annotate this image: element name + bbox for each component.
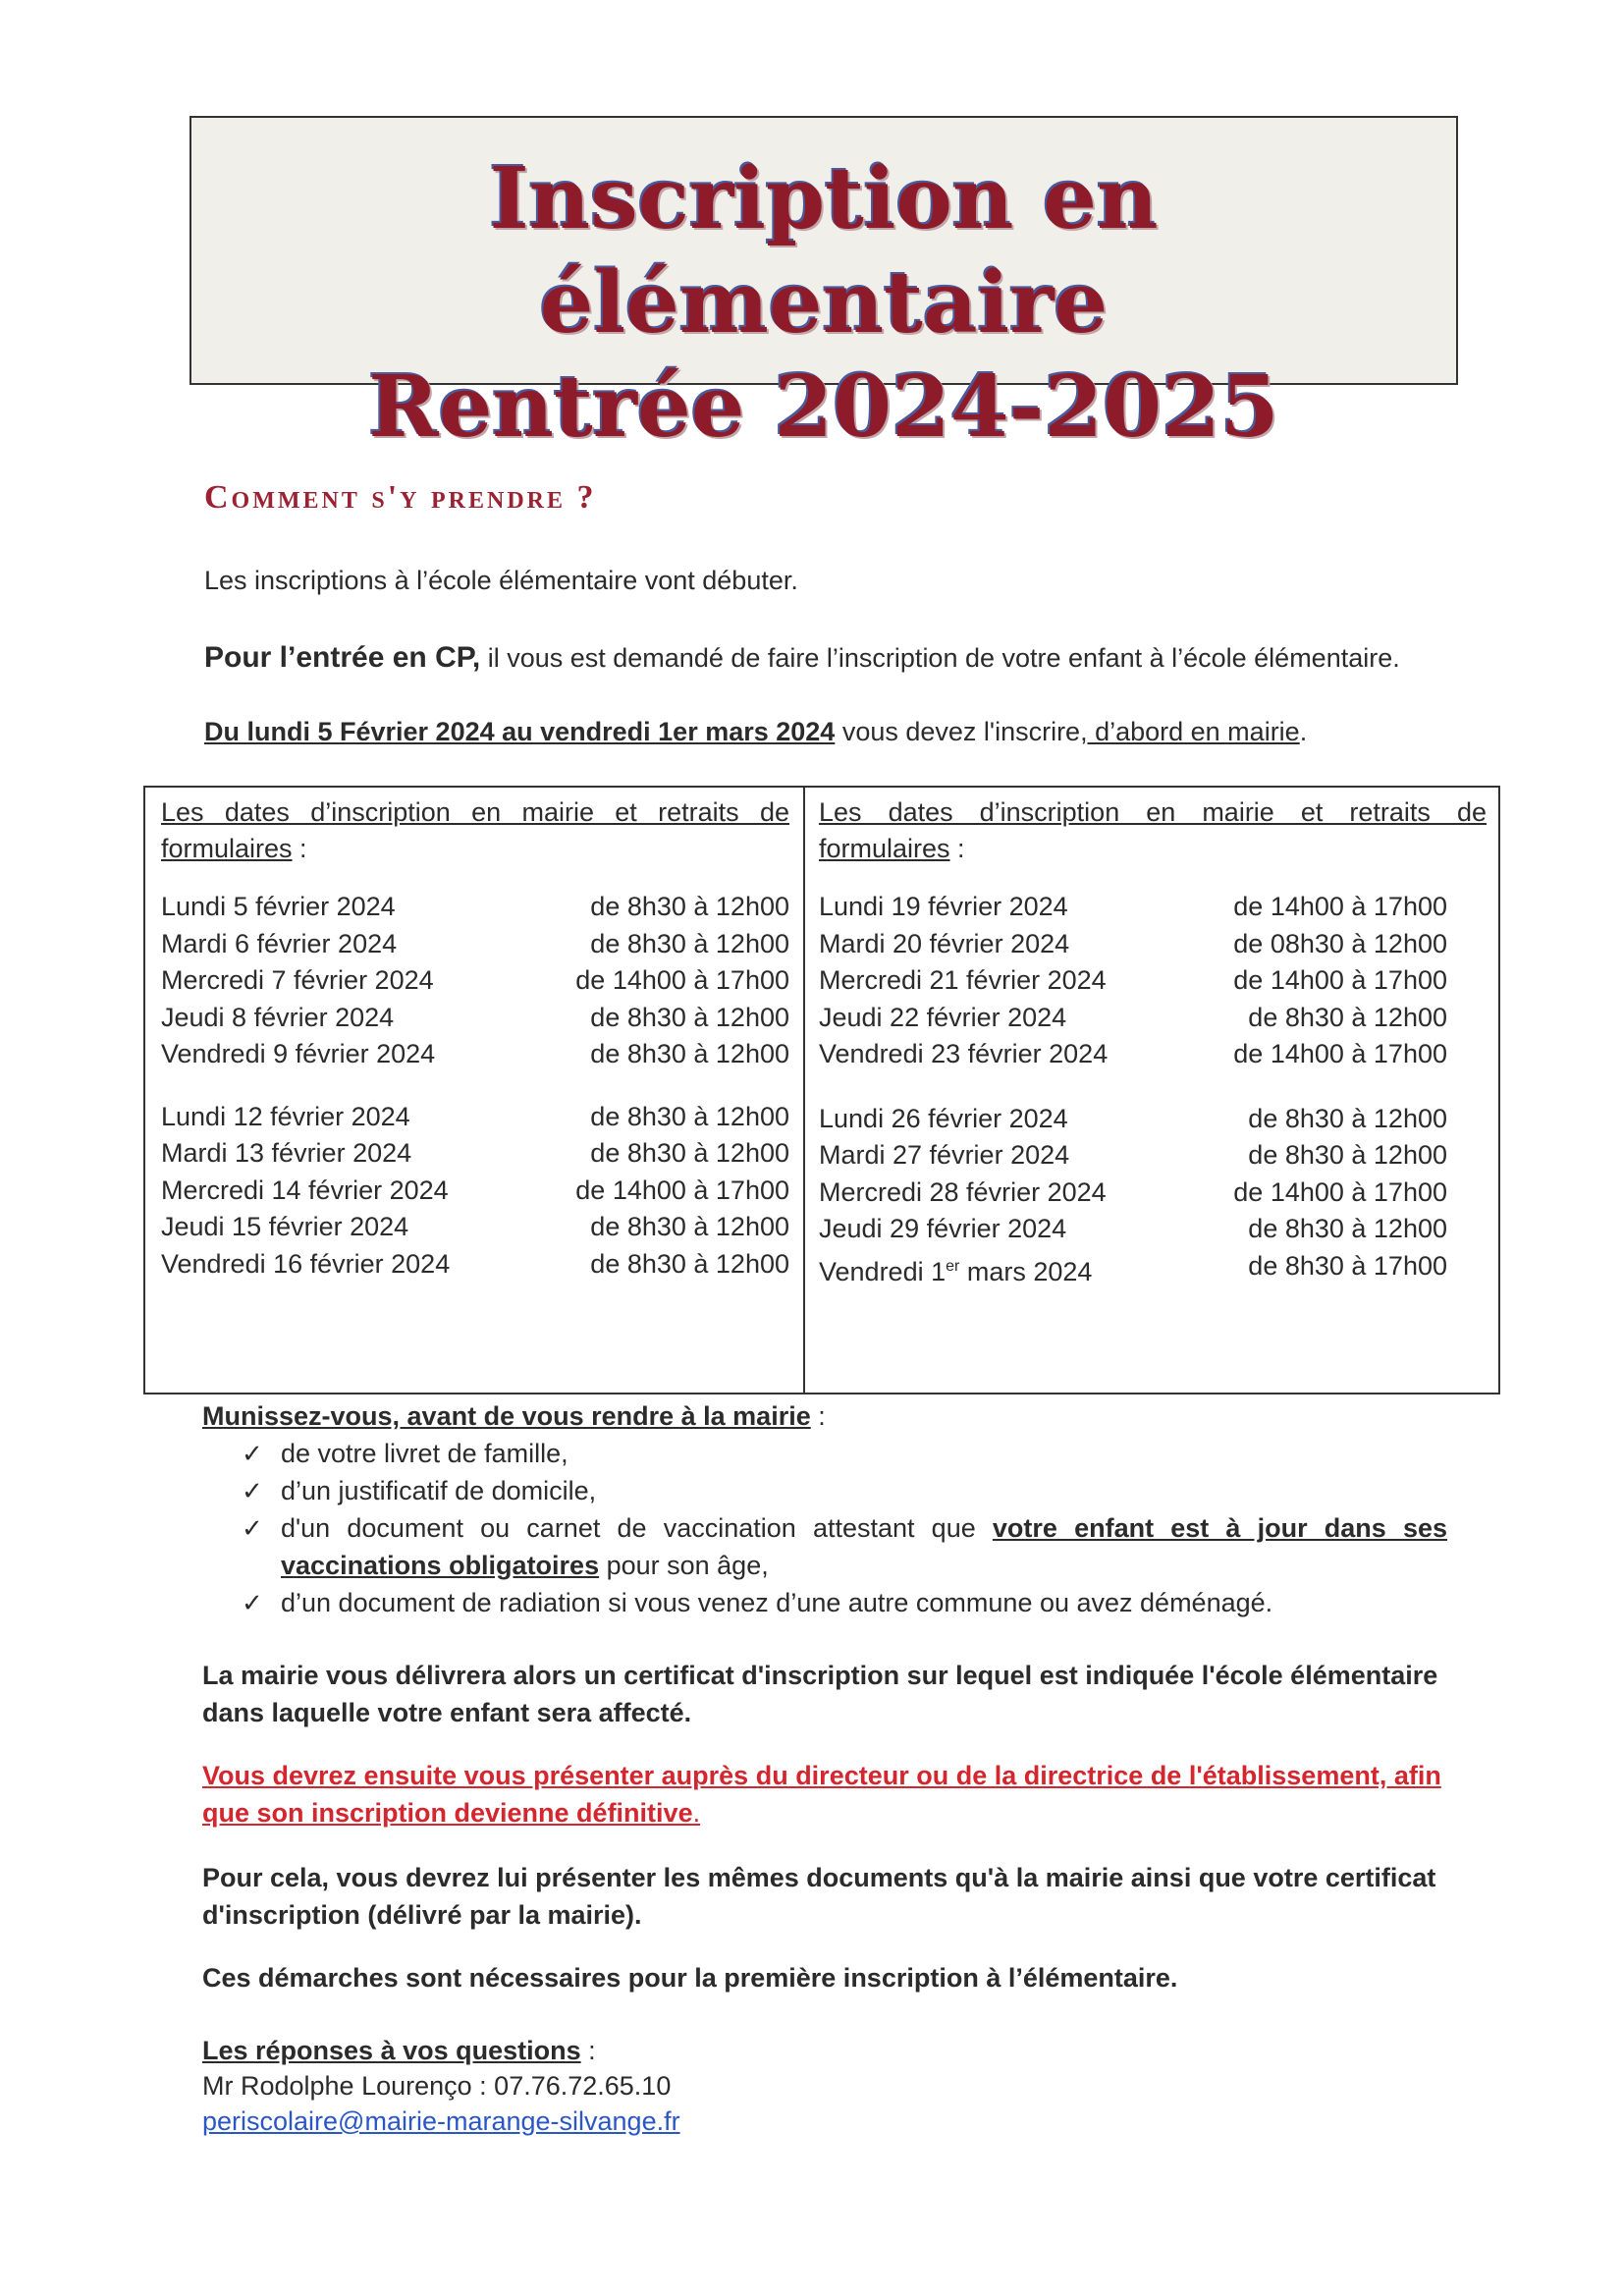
section-heading: Comment s'y prendre ? bbox=[204, 479, 597, 516]
schedule-row bbox=[819, 962, 1487, 1000]
column-header-text: Les dates d’inscription en mairie et retraits de formulaires bbox=[819, 797, 1487, 863]
schedule-hours: de 8h30 à 12h00 bbox=[590, 1248, 789, 1279]
schedule-day: Jeudi 8 février 2024 bbox=[161, 1002, 395, 1032]
contact-section bbox=[202, 2033, 680, 2139]
day-sup: er bbox=[946, 1257, 960, 1275]
intro-paragraph: Les inscriptions à l’école élémentaire vont débuter. bbox=[204, 566, 798, 595]
title-line-2: Rentrée 2024-2025 bbox=[368, 357, 1279, 457]
contact-email-link[interactable]: periscolaire@mairie-marange-silvange.fr bbox=[202, 2106, 680, 2136]
schedule-day: Mardi 27 février 2024 bbox=[819, 1140, 1070, 1170]
list-item-text: d'un document ou carnet de vaccination attestant que bbox=[281, 1513, 993, 1543]
schedule-row bbox=[161, 926, 789, 963]
list-item bbox=[242, 1435, 1447, 1472]
necessary-paragraph: Ces démarches sont nécessaires pour la première inscription à l’élémentaire. bbox=[202, 1963, 1178, 1993]
schedule-hours: de 8h30 à 12h00 bbox=[590, 1101, 789, 1131]
schedule-day: Mercredi 28 février 2024 bbox=[819, 1176, 1107, 1207]
list-item bbox=[242, 1472, 1447, 1509]
schedule-row bbox=[161, 1135, 789, 1173]
period-paragraph bbox=[204, 713, 1307, 750]
director-paragraph bbox=[202, 1757, 1445, 1831]
schedule-column-right bbox=[819, 788, 1487, 1290]
schedule-day: Lundi 12 février 2024 bbox=[161, 1101, 410, 1131]
column-header-text: Les dates d’inscription en mairie et retraits de formulaires bbox=[161, 797, 789, 863]
schedule-row bbox=[819, 926, 1487, 963]
schedule-hours: de 14h00 à 17h00 bbox=[1233, 892, 1447, 921]
schedule-row bbox=[161, 1099, 789, 1136]
schedule-table bbox=[143, 786, 1500, 1394]
column-header-suffix: : bbox=[292, 834, 307, 863]
bring-heading-text: Munissez-vous, avant de vous rendre à la mairie bbox=[202, 1401, 811, 1431]
schedule-row bbox=[161, 889, 789, 926]
period-dates: Du lundi 5 Février 2024 au vendredi 1er mars 2024 bbox=[204, 717, 836, 746]
period-rest2: , d’abord en mairie bbox=[1080, 717, 1300, 746]
schedule-hours: de 14h00 à 17h00 bbox=[1233, 965, 1447, 995]
schedule-day: Jeudi 29 février 2024 bbox=[819, 1214, 1067, 1243]
contact-person: Mr Rodolphe Lourenço : 07.76.72.65.10 bbox=[202, 2071, 672, 2101]
schedule-day bbox=[819, 1248, 1092, 1291]
schedule-day: Mercredi 7 février 2024 bbox=[161, 965, 434, 995]
schedule-hours: de 8h30 à 12h00 bbox=[590, 1039, 789, 1068]
schedule-day: Mardi 6 février 2024 bbox=[161, 928, 398, 958]
schedule-hours: de 08h30 à 12h00 bbox=[1233, 928, 1447, 958]
list-item-text-end: pour son âge, bbox=[599, 1551, 769, 1580]
schedule-row bbox=[819, 1036, 1487, 1073]
day-suffix: mars 2024 bbox=[959, 1256, 1093, 1286]
schedule-hours: de 8h30 à 12h00 bbox=[590, 892, 789, 921]
director-text: Vous devrez ensuite vous présenter auprès du directeur ou de la directrice de l'établissement, afin que son inscription devienne définitive bbox=[202, 1761, 1441, 1828]
period-end: . bbox=[1299, 717, 1308, 746]
title-box bbox=[189, 116, 1458, 457]
schedule-hours: de 8h30 à 12h00 bbox=[1248, 1103, 1447, 1133]
week-gap bbox=[819, 1073, 1487, 1101]
schedule-day: Mardi 13 février 2024 bbox=[161, 1138, 412, 1168]
schedule-row bbox=[161, 1173, 789, 1210]
schedule-day: Vendredi 9 février 2024 bbox=[161, 1039, 436, 1068]
schedule-day: Lundi 26 février 2024 bbox=[819, 1103, 1068, 1133]
checkmark-icon: ✓ bbox=[242, 1476, 263, 1505]
documents-list bbox=[242, 1435, 1447, 1621]
checkmark-icon: ✓ bbox=[242, 1588, 263, 1617]
list-item-text: d’un document de radiation si vous venez d’une autre commune ou avez déménagé. bbox=[281, 1588, 1273, 1617]
schedule-row bbox=[819, 1137, 1487, 1175]
schedule-day: Vendredi 23 février 2024 bbox=[819, 1039, 1109, 1068]
schedule-day: Jeudi 22 février 2024 bbox=[819, 1002, 1067, 1032]
schedule-hours: de 8h30 à 12h00 bbox=[1248, 1140, 1447, 1170]
schedule-hours: de 8h30 à 12h00 bbox=[590, 1138, 789, 1168]
schedule-hours: de 14h00 à 17h00 bbox=[575, 1175, 789, 1205]
schedule-hours: de 14h00 à 17h00 bbox=[1233, 1039, 1447, 1068]
director-end: . bbox=[692, 1798, 701, 1828]
list-item-text: de votre livret de famille, bbox=[281, 1439, 568, 1468]
schedule-day: Mercredi 21 février 2024 bbox=[819, 965, 1107, 995]
schedule-row bbox=[819, 1101, 1487, 1138]
schedule-row bbox=[161, 962, 789, 1000]
schedule-hours: de 8h30 à 12h00 bbox=[590, 928, 789, 958]
schedule-hours: de 8h30 à 12h00 bbox=[1248, 1214, 1447, 1243]
schedule-row bbox=[819, 1175, 1487, 1212]
contact-heading-text: Les réponses à vos questions bbox=[202, 2036, 581, 2065]
list-item-text: d’un justificatif de domicile, bbox=[281, 1476, 597, 1505]
schedule-hours: de 8h30 à 17h00 bbox=[1248, 1250, 1447, 1281]
week-gap bbox=[161, 1073, 789, 1099]
schedule-row bbox=[819, 1248, 1487, 1291]
schedule-day: Lundi 5 février 2024 bbox=[161, 892, 396, 921]
schedule-row bbox=[161, 1246, 789, 1284]
schedule-row bbox=[819, 1000, 1487, 1037]
title-line-1: Inscription en élémentaire bbox=[489, 149, 1159, 353]
schedule-day: Mercredi 14 février 2024 bbox=[161, 1175, 449, 1205]
schedule-row bbox=[819, 1211, 1487, 1248]
bring-heading-suffix: : bbox=[810, 1401, 826, 1431]
list-item bbox=[242, 1584, 1447, 1621]
bring-section bbox=[202, 1398, 1447, 1621]
documents-paragraph: Pour cela, vous devrez lui présenter les mêmes documents qu'à la mairie ainsi que votre certificat d'inscription (délivré par la mairie). bbox=[202, 1863, 1436, 1930]
bring-heading bbox=[202, 1398, 1447, 1435]
cp-paragraph bbox=[204, 639, 1400, 677]
cp-rest: il vous est demandé de faire l’inscription de votre enfant à l’école élémentaire. bbox=[480, 643, 1400, 673]
schedule-day: Lundi 19 février 2024 bbox=[819, 892, 1068, 921]
schedule-column-left bbox=[161, 788, 789, 1283]
checkmark-icon: ✓ bbox=[242, 1513, 263, 1543]
contact-heading bbox=[202, 2033, 680, 2068]
period-rest1: vous devez l'inscrire bbox=[835, 717, 1081, 746]
contact-heading-suffix: : bbox=[580, 2036, 596, 2065]
schedule-hours: de 14h00 à 17h00 bbox=[1233, 1176, 1447, 1207]
column-header-right bbox=[819, 794, 1487, 867]
column-header-suffix: : bbox=[949, 834, 965, 863]
list-item-emphasis: votre enfant est à jour dans ses vaccinations obligatoires bbox=[281, 1513, 1447, 1580]
checkmark-icon: ✓ bbox=[242, 1439, 263, 1468]
cp-lead: Pour l’entrée en CP, bbox=[204, 641, 481, 674]
schedule-row bbox=[161, 1000, 789, 1037]
schedule-hours: de 8h30 à 12h00 bbox=[590, 1212, 789, 1241]
table-divider bbox=[803, 788, 805, 1393]
schedule-hours: de 14h00 à 17h00 bbox=[575, 965, 789, 995]
schedule-row bbox=[161, 1036, 789, 1073]
schedule-day: Jeudi 15 février 2024 bbox=[161, 1212, 409, 1241]
schedule-day: Vendredi 16 février 2024 bbox=[161, 1248, 451, 1279]
schedule-row bbox=[819, 889, 1487, 926]
left-rows bbox=[161, 889, 789, 1283]
day-prefix: Vendredi 1 bbox=[819, 1256, 947, 1286]
schedule-hours: de 8h30 à 12h00 bbox=[590, 1002, 789, 1032]
schedule-row bbox=[161, 1209, 789, 1246]
certificate-paragraph: La mairie vous délivrera alors un certificat d'inscription sur lequel est indiquée l'école élémentaire dans laquelle votre enfant sera affecté. bbox=[202, 1661, 1438, 1727]
column-header-left bbox=[161, 794, 789, 867]
right-rows bbox=[819, 889, 1487, 1248]
list-item bbox=[242, 1509, 1447, 1584]
schedule-hours: de 8h30 à 12h00 bbox=[1248, 1002, 1447, 1032]
schedule-day: Mardi 20 février 2024 bbox=[819, 928, 1070, 958]
